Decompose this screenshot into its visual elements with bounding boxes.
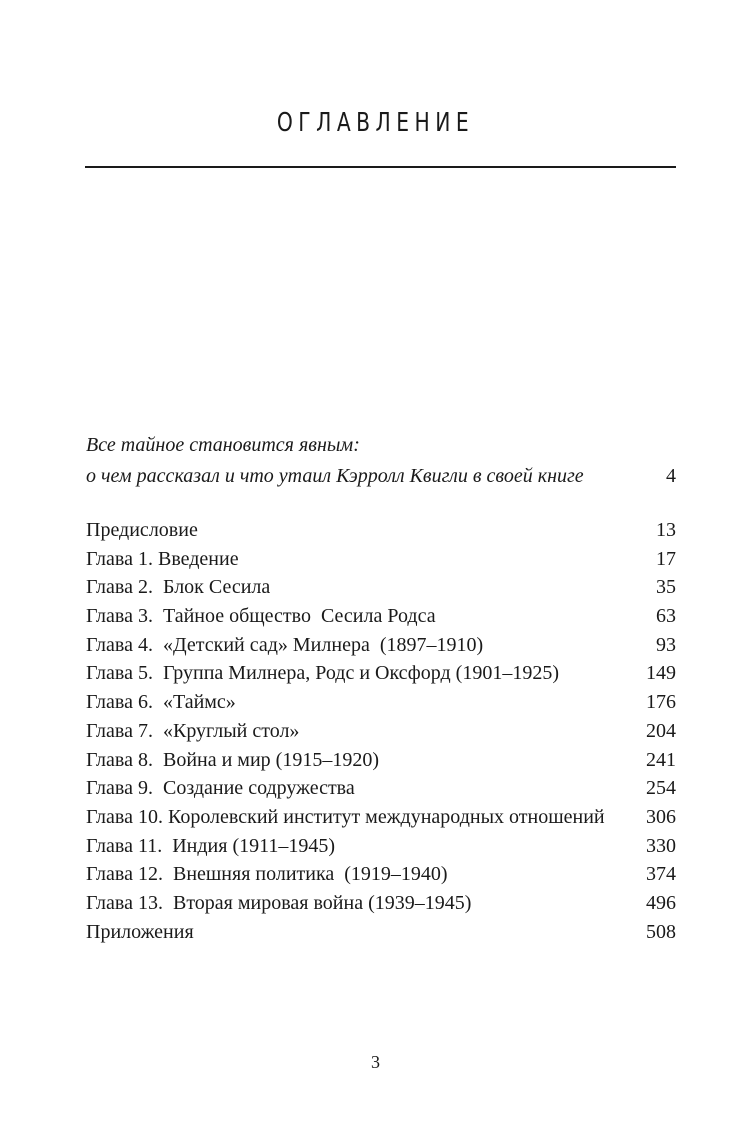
toc-entry-page: 254 bbox=[646, 777, 676, 800]
toc-entry-page: 35 bbox=[656, 576, 676, 599]
toc-entry bbox=[86, 918, 676, 947]
toc-entry-page: 63 bbox=[656, 605, 676, 628]
intro-row bbox=[86, 461, 676, 492]
toc-entry bbox=[86, 860, 676, 889]
toc-entry-label: Глава 9. Создание содружества bbox=[86, 777, 355, 800]
toc-entry bbox=[86, 573, 676, 602]
toc-entry-label: Глава 8. Война и мир (1915–1920) bbox=[86, 748, 379, 771]
toc-entry bbox=[86, 774, 676, 803]
toc-entry-page: 13 bbox=[656, 519, 676, 541]
toc-entry-page: 306 bbox=[646, 805, 676, 828]
toc-entry bbox=[86, 516, 676, 545]
toc-entry bbox=[86, 545, 676, 574]
toc-entry-label: Глава 11. Индия (1911–1945) bbox=[86, 834, 336, 857]
toc-entry-page: 93 bbox=[656, 633, 676, 656]
toc-entry-page: 508 bbox=[646, 920, 676, 943]
toc-entry-label: Предисловие bbox=[86, 519, 198, 541]
page-title: ОГЛАВЛЕНИЕ bbox=[276, 108, 475, 138]
toc-entry-page: 149 bbox=[646, 662, 676, 685]
intro-entry bbox=[86, 430, 676, 492]
toc-entry-page: 374 bbox=[646, 863, 676, 886]
toc-entry bbox=[86, 832, 676, 861]
toc-entry bbox=[86, 631, 676, 660]
toc-entry-page: 17 bbox=[656, 547, 676, 570]
toc-entry-label: Глава 1. Введение bbox=[86, 547, 239, 570]
toc-entry bbox=[86, 688, 676, 717]
intro-line-2: о чем рассказал и что утаил Кэрролл Квигли в своей книге bbox=[86, 465, 584, 487]
table-of-contents bbox=[86, 516, 676, 946]
toc-entry-page: 204 bbox=[646, 719, 676, 742]
page-number: 3 bbox=[371, 1052, 380, 1072]
toc-entry-label: Глава 12. Внешняя политика (1919–1940) bbox=[86, 863, 448, 886]
toc-entry-label: Глава 3. Тайное общество Сесила Родса bbox=[86, 605, 436, 628]
toc-entry-page: 496 bbox=[646, 891, 676, 914]
toc-entry-label: Глава 10. Королевский институт международных отношений bbox=[86, 805, 605, 828]
toc-entry-label: Глава 4. «Детский сад» Милнера (1897–1910) bbox=[86, 633, 484, 656]
toc-entry-page: 330 bbox=[646, 834, 676, 857]
toc-entry-label: Глава 7. «Круглый стол» bbox=[86, 719, 300, 742]
toc-entry-label: Глава 2. Блок Сесила bbox=[86, 576, 271, 599]
intro-line-1: Все тайное становится явным: bbox=[86, 434, 360, 456]
toc-entry-page: 176 bbox=[646, 691, 676, 714]
toc-entry bbox=[86, 803, 676, 832]
title-divider bbox=[85, 166, 676, 168]
toc-entry-label: Приложения bbox=[86, 920, 194, 943]
toc-entry bbox=[86, 602, 676, 631]
toc-entry bbox=[86, 889, 676, 918]
toc-entry bbox=[86, 746, 676, 775]
intro-page-number: 4 bbox=[666, 465, 676, 487]
toc-entry-label: Глава 5. Группа Милнера, Родс и Оксфорд (1901–1925) bbox=[86, 662, 559, 685]
toc-entry bbox=[86, 659, 676, 688]
toc-entry-label: Глава 13. Вторая мировая война (1939–1945) bbox=[86, 891, 472, 914]
toc-entry-page: 241 bbox=[646, 748, 676, 771]
toc-entry-label: Глава 6. «Таймс» bbox=[86, 691, 236, 714]
toc-entry bbox=[86, 717, 676, 746]
